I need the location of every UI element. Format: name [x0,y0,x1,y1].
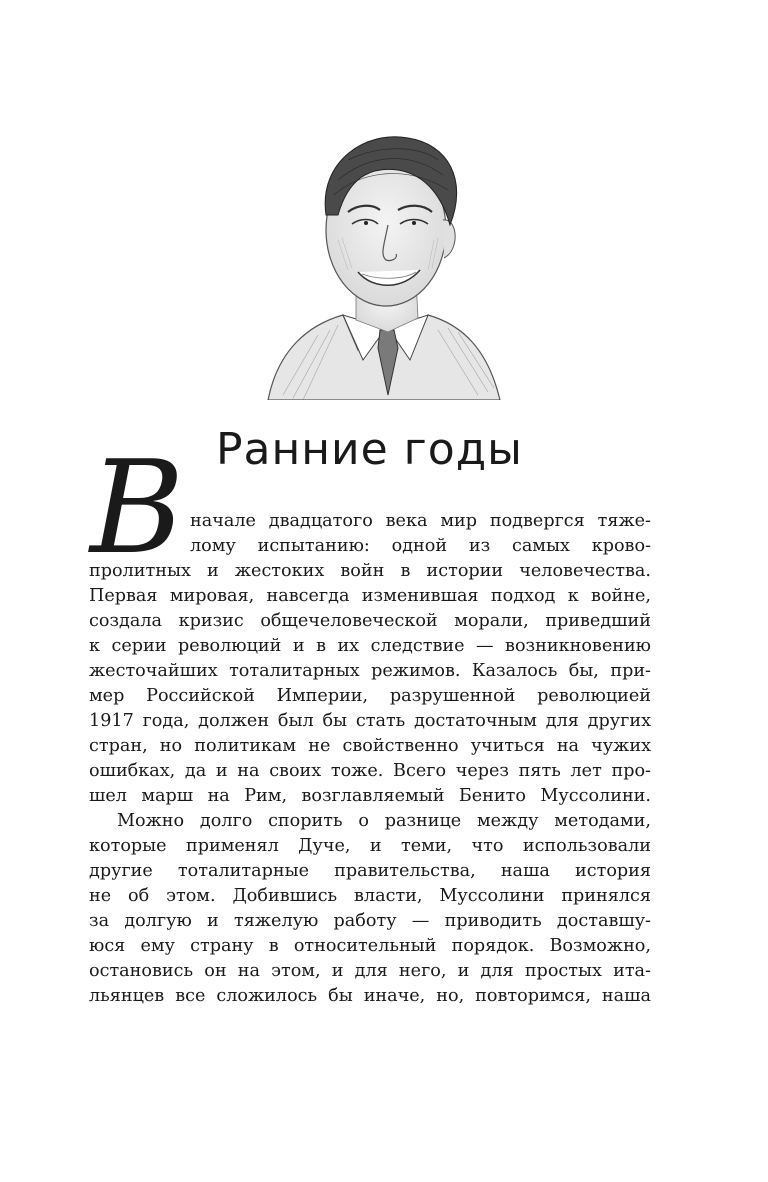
text-line: другие тоталитарные правительства, наша история [89,861,651,881]
drop-cap-letter [84,440,194,570]
text-line: не об этом. Добившись власти, Муссолини принялся [89,886,651,906]
text-line: к серии революций и в их следствие — возникновению [89,636,651,656]
text-line: за долгую и тяжелую работу — приводить доставшу- [89,911,651,931]
chapter-title: Ранние годы [216,424,523,475]
text-line: лому испытанию: одной из самых крово- [190,536,651,556]
text-line: юся ему страну в относительный порядок. Возможно, [89,936,651,956]
text-line: которые применял Дуче, и теми, что использовали [89,836,651,856]
text-line: 1917 года, должен был бы стать достаточным для других [89,711,651,731]
text-line: стран, но политикам не свойственно учиться на чужих [89,736,651,756]
text-line: жесточайших тоталитарных режимов. Казалось бы, при- [89,661,651,681]
drop-cap-glyph: В [90,440,185,570]
text-line: создала кризис общечеловеческой морали, приведший [89,611,651,631]
text-line: начале двадцатого века мир подвергся тяже- [190,511,651,531]
text-line: льянцев все сложилось бы иначе, но, повторимся, наша [89,986,651,1006]
text-line: пролитных и жестоких войн в истории человечества. [89,561,651,581]
text-line: шел марш на Рим, возглавляемый Бенито Муссолини. [89,786,651,806]
portrait-illustration [238,120,518,400]
text-line: остановись он на этом, и для него, и для простых ита- [89,961,651,981]
text-line: Первая мировая, навсегда изменившая подход к войне, [89,586,651,606]
text-line: мер Российской Империи, разрушенной революцией [89,686,651,706]
text-line: Можно долго спорить о разнице между методами, [117,811,651,831]
text-line: ошибках, да и на своих тоже. Всего через пять лет про- [89,761,651,781]
